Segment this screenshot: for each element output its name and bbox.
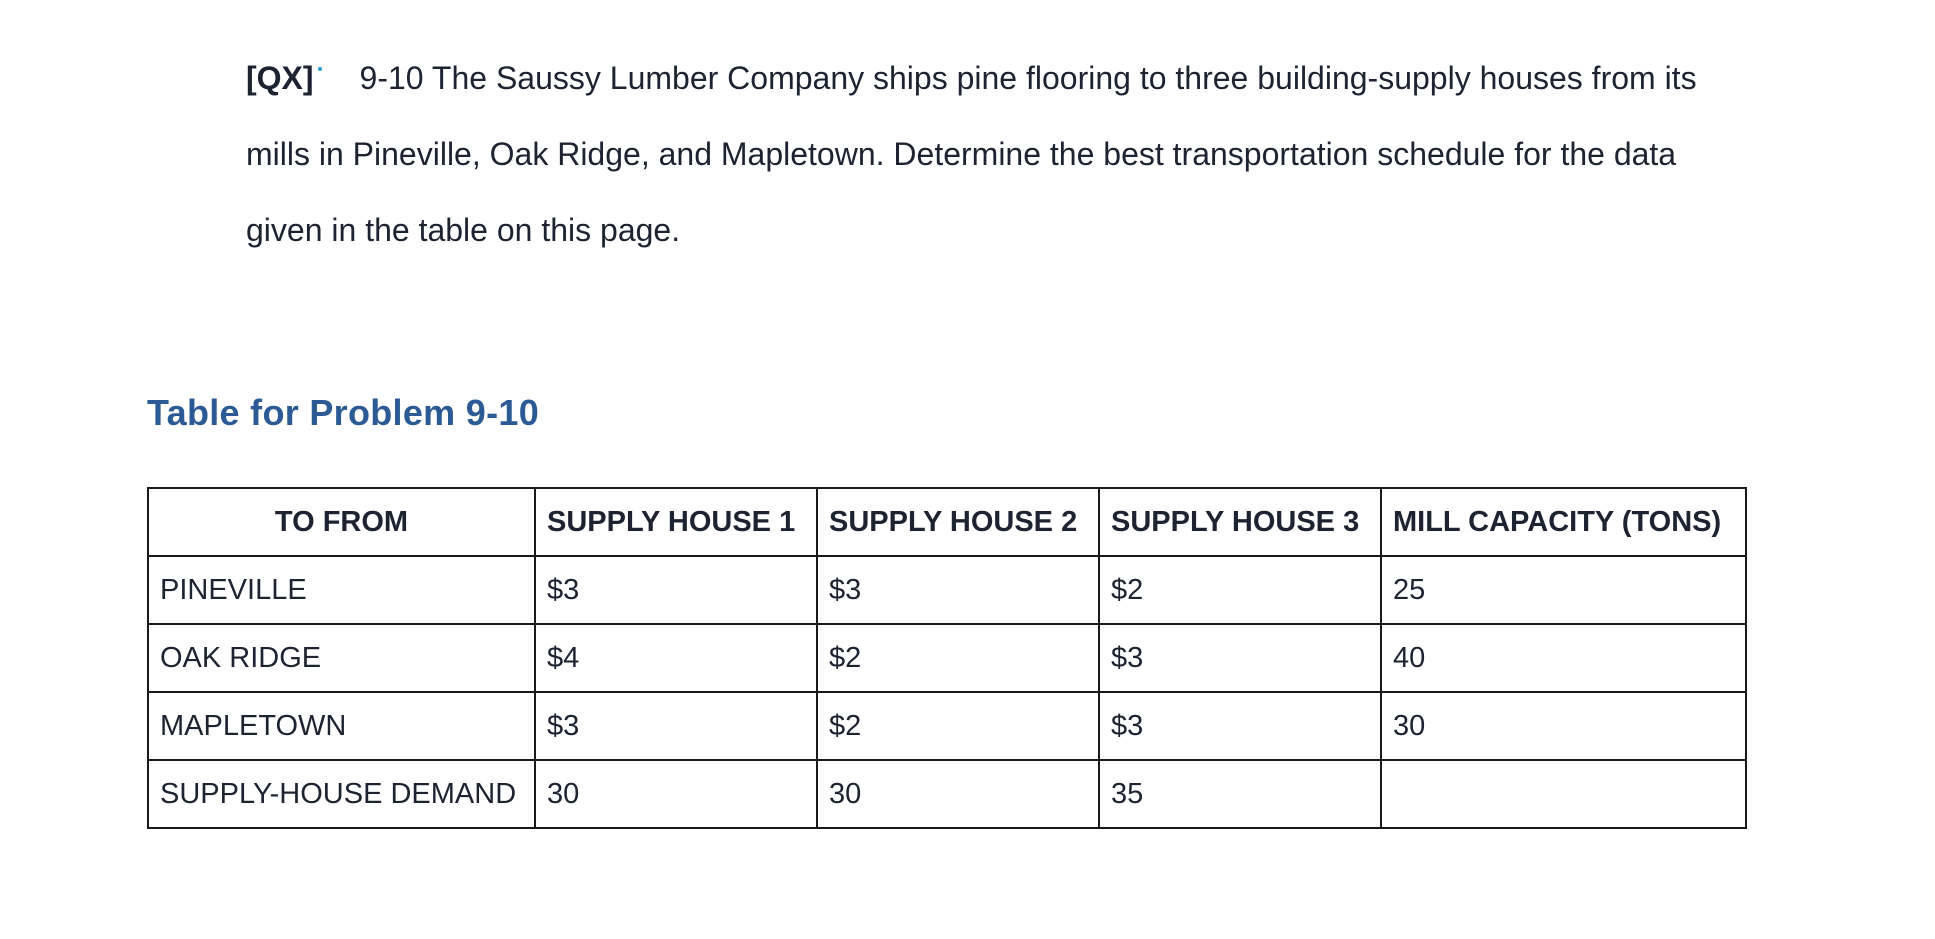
table-row [148,692,1746,760]
header-supply-house-3: SUPPLY HOUSE 3 [1099,488,1381,556]
table-cell: $2 [817,624,1099,692]
table-cell: 30 [1381,692,1746,760]
table-cell: 40 [1381,624,1746,692]
table-cell: $4 [535,624,817,692]
table-cell: $3 [535,692,817,760]
row-label: OAK RIDGE [148,624,535,692]
table-cell: $3 [1099,624,1381,692]
table-cell: $3 [1099,692,1381,760]
table-cell: 30 [535,760,817,828]
header-supply-house-1: SUPPLY HOUSE 1 [535,488,817,556]
table-cell: 25 [1381,556,1746,624]
table-cell: 30 [817,760,1099,828]
table-cell: $2 [817,692,1099,760]
table-header-row [148,488,1746,556]
row-label: MAPLETOWN [148,692,535,760]
problem-text: 9-10 The Saussy Lumber Company ships pine flooring to three building-supply houses from its mills in Pineville, Oak Ridge, and Mapletown. Determine the best transportation schedule for the data given in the table on this page. [246,60,1697,248]
table-row [148,624,1746,692]
row-label: SUPPLY-HOUSE DEMAND [148,760,535,828]
header-supply-house-2: SUPPLY HOUSE 2 [817,488,1099,556]
table-row [148,556,1746,624]
table-cell: $2 [1099,556,1381,624]
table-cell: $3 [817,556,1099,624]
row-label: PINEVILLE [148,556,535,624]
problem-statement [246,40,1746,268]
marker-dot-icon [318,67,322,71]
problem-tag: [QX] [246,60,314,96]
table-cell [1381,760,1746,828]
table-cell: $3 [535,556,817,624]
table-row [148,760,1746,828]
header-to-from: TO FROM [148,488,535,556]
header-mill-capacity: MILL CAPACITY (TONS) [1381,488,1746,556]
transportation-table [147,487,1747,829]
table-cell: 35 [1099,760,1381,828]
table-title: Table for Problem 9-10 [147,392,540,433]
